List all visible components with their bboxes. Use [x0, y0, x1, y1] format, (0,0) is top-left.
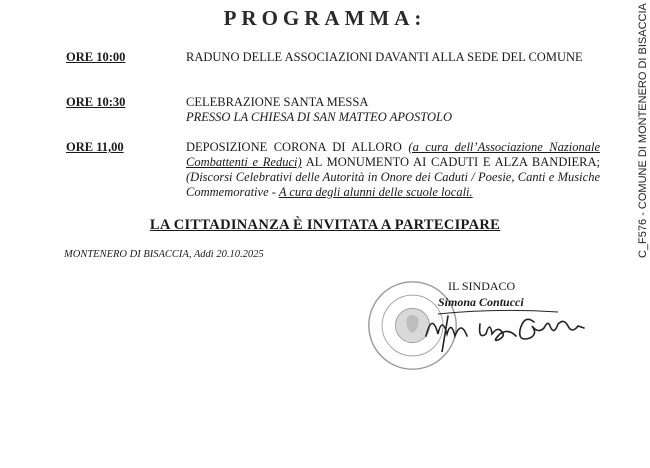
invitation-heading: LA CITTADINANZA È INVITATA A PARTECIPARE	[149, 217, 501, 233]
schedule-time: ORE 11,00	[66, 140, 124, 154]
signer-name: Simona Contucci	[438, 295, 524, 309]
description-line: PRESSO LA CHIESA DI SAN MATTEO APOSTOLO	[186, 110, 452, 124]
description-part: A cura degli alunni delle scuole locali.	[278, 185, 473, 199]
description-part: (a cura dell’Associazione Nazionale Combattenti e Reduci)	[186, 140, 601, 169]
schedule-description	[186, 140, 600, 200]
schedule-time: ORE 10:00	[66, 50, 126, 64]
schedule-time: ORE 10:30	[66, 95, 126, 109]
description-line: CELEBRAZIONE SANTA MESSA	[186, 95, 369, 109]
program-title: PROGRAMMA:	[223, 6, 427, 30]
schedule-description	[186, 95, 600, 125]
description-part: (Discorsi Celebrativi delle Autorità in Onore dei Caduti / Poesie, Canti e Musiche Commemorative -	[186, 170, 600, 199]
description-part: AL MONUMENTO AI CADUTI E ALZA BANDIERA;	[301, 155, 600, 169]
place-date: MONTENERO DI BISACCIA, Addì 20.10.2025	[64, 249, 264, 260]
signer-role: IL SINDACO	[448, 279, 516, 293]
description-part: DEPOSIZIONE CORONA DI ALLORO	[186, 140, 409, 154]
protocol-side-label: C_F576 - COMUNE DI MONTENERO DI BISACCIA	[637, 3, 649, 258]
schedule-description: RADUNO DELLE ASSOCIAZIONI DAVANTI ALLA SEDE DEL COMUNE	[186, 50, 583, 64]
